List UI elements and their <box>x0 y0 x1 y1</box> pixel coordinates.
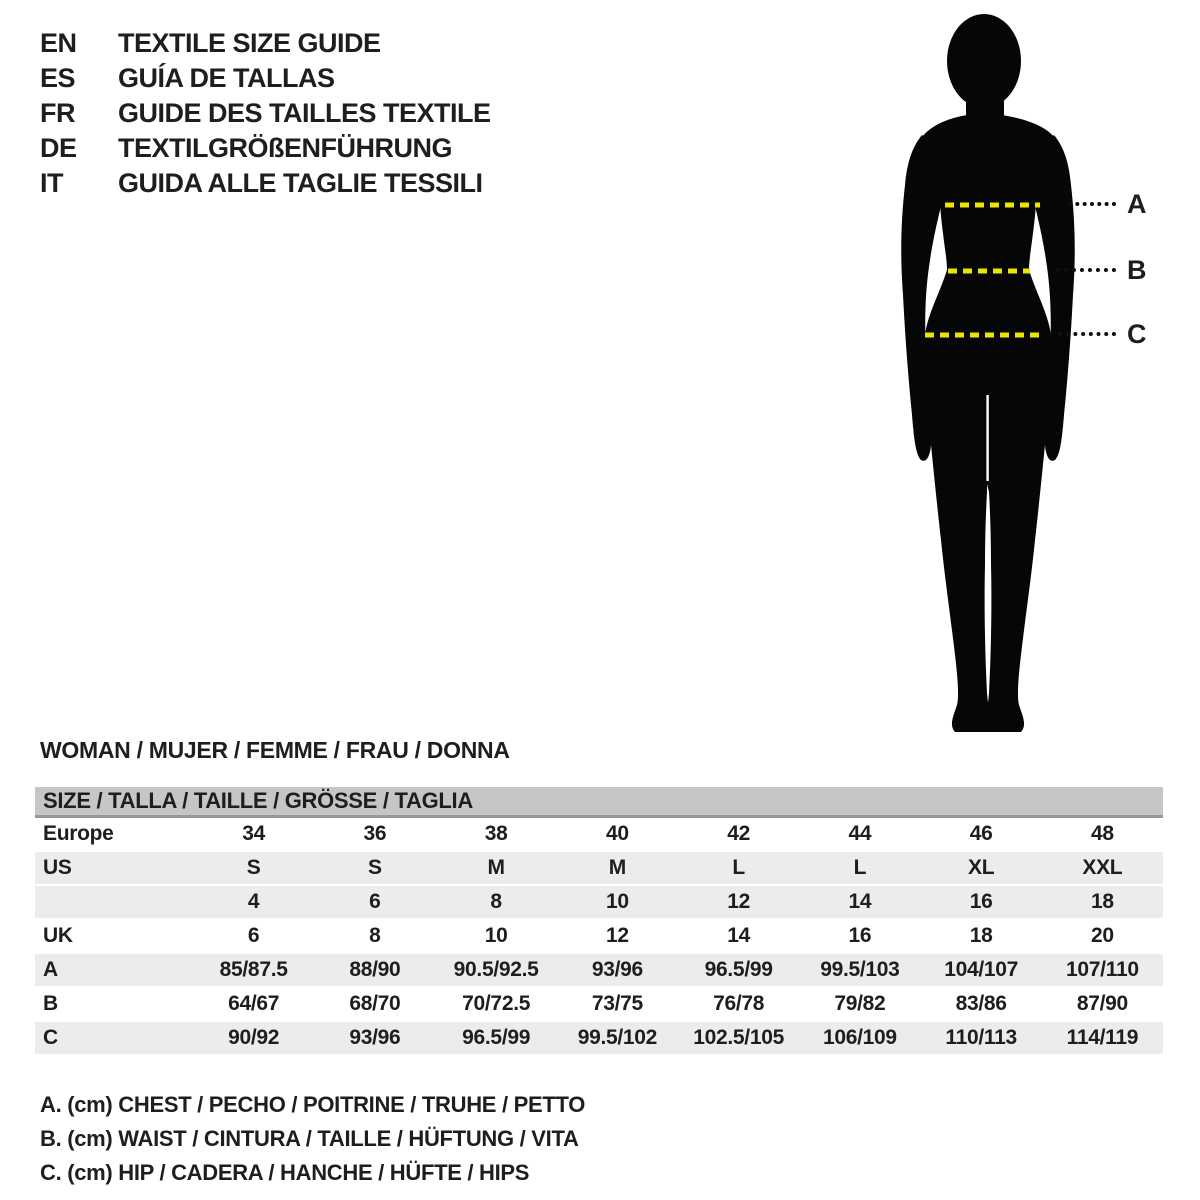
size-cell: 114/119 <box>1066 1026 1139 1049</box>
size-table-row <box>35 920 1163 954</box>
hip-dotted-connector <box>1058 332 1116 336</box>
size-cell: 40 <box>605 822 629 845</box>
size-cell: 18 <box>969 924 993 947</box>
size-table-header: SIZE / TALLA / TAILLE / GRÖSSE / TAGLIA <box>35 787 1163 818</box>
row-label: Europe <box>43 822 114 845</box>
size-cell: 87/90 <box>1076 992 1128 1015</box>
size-cell: 36 <box>363 822 387 845</box>
size-cell: 99.5/102 <box>577 1026 658 1049</box>
size-cell: 46 <box>969 822 993 845</box>
size-cell: 20 <box>1090 924 1114 947</box>
legend-line: C. (cm) HIP / CADERA / HANCHE / HÜFTE / HIPS <box>40 1160 530 1185</box>
size-cell: 73/75 <box>591 992 643 1015</box>
language-guide-title: TEXTILE SIZE GUIDE <box>118 28 381 58</box>
size-cell: M <box>608 856 626 879</box>
size-cell: 107/110 <box>1066 958 1139 981</box>
size-table-row <box>35 988 1163 1022</box>
chest-dotted-connector <box>1068 202 1116 206</box>
hip-measure-label: C <box>1127 319 1147 349</box>
legend-line: A. (cm) CHEST / PECHO / POITRINE / TRUHE / PETTO <box>40 1092 586 1117</box>
language-guide-title: GUÍA DE TALLAS <box>118 63 335 93</box>
size-cell: 93/96 <box>349 1026 401 1049</box>
size-cell: 99.5/103 <box>820 958 900 981</box>
size-cell: 96.5/99 <box>462 1026 531 1049</box>
size-cell: 4 <box>247 890 260 913</box>
size-cell: 85/87.5 <box>219 958 288 981</box>
size-cell: XXL <box>1082 856 1123 879</box>
woman-silhouette-figure <box>895 5 1085 740</box>
size-cell: 34 <box>242 822 265 845</box>
row-label: B <box>43 992 58 1015</box>
size-cell: 110/113 <box>945 1026 1017 1049</box>
size-cell: 12 <box>605 924 629 947</box>
size-table-row <box>35 1022 1163 1056</box>
size-cell: 90/92 <box>228 1026 280 1049</box>
gender-section-title: WOMAN / MUJER / FEMME / FRAU / DONNA <box>40 737 510 763</box>
row-label: C <box>43 1026 58 1049</box>
size-cell: L <box>853 856 867 879</box>
size-cell: M <box>487 856 505 879</box>
language-code: FR <box>40 98 75 128</box>
size-cell: 12 <box>727 890 750 913</box>
size-cell: S <box>368 856 382 879</box>
size-cell: 104/107 <box>944 958 1019 981</box>
size-cell: L <box>732 856 745 879</box>
size-table-row <box>35 954 1163 988</box>
language-code: DE <box>40 133 77 163</box>
size-cell: 93/96 <box>591 958 643 981</box>
legend-line: B. (cm) WAIST / CINTURA / TAILLE / HÜFTUNG / VITA <box>40 1126 579 1151</box>
size-cell: 42 <box>727 822 750 845</box>
size-cell: 76/78 <box>713 992 765 1015</box>
size-cell: 10 <box>484 924 508 947</box>
size-cell: 6 <box>369 890 381 913</box>
chest-measure-label: A <box>1127 189 1147 219</box>
language-code: ES <box>40 63 76 93</box>
size-cell: 10 <box>605 890 629 913</box>
size-cell: 18 <box>1090 890 1114 913</box>
silhouette-shapes <box>901 14 1074 732</box>
waist-dotted-connector <box>1056 268 1116 272</box>
size-cell: 44 <box>848 822 872 845</box>
size-cell: 96.5/99 <box>704 958 773 981</box>
size-cell: 83/86 <box>955 992 1007 1015</box>
row-label: UK <box>43 924 73 947</box>
size-table-body <box>35 818 1163 1056</box>
size-cell: 14 <box>848 890 872 913</box>
size-cell: 16 <box>848 924 872 947</box>
measurement-legend <box>40 1088 585 1190</box>
size-cell: 8 <box>369 924 381 947</box>
size-cell: 88/90 <box>349 958 401 981</box>
waist-measure-label: B <box>1127 255 1147 285</box>
size-table-row <box>35 818 1163 852</box>
language-guide-title: TEXTILGRÖßENFÜHRUNG <box>118 133 452 163</box>
size-cell: 102.5/105 <box>693 1026 784 1049</box>
size-cell: 64/67 <box>228 992 280 1015</box>
language-guide-title: GUIDE DES TAILLES TEXTILE <box>118 98 491 128</box>
size-cell: 79/82 <box>834 992 886 1015</box>
size-cell: 8 <box>490 890 502 913</box>
language-code: IT <box>40 168 63 198</box>
row-label: US <box>43 856 72 879</box>
row-label <box>35 886 193 918</box>
language-code: EN <box>40 28 77 58</box>
size-cell: 106/109 <box>822 1026 897 1049</box>
size-table-row <box>35 852 1163 886</box>
size-table-row <box>35 886 1163 920</box>
language-guide-title: GUIDA ALLE TAGLIE TESSILI <box>118 168 483 198</box>
size-cell: S <box>246 856 261 879</box>
size-cell: 14 <box>727 924 750 947</box>
size-cell: 48 <box>1090 822 1114 845</box>
size-cell: 6 <box>247 924 260 947</box>
row-label: A <box>43 958 58 981</box>
size-cell: XL <box>968 856 995 879</box>
size-cell: 38 <box>484 822 508 845</box>
size-cell: 70/72.5 <box>462 992 531 1015</box>
size-cell: 16 <box>969 890 993 913</box>
size-cell: 90.5/92.5 <box>453 958 539 981</box>
size-cell: 68/70 <box>349 992 401 1015</box>
size-table <box>35 787 1163 1056</box>
